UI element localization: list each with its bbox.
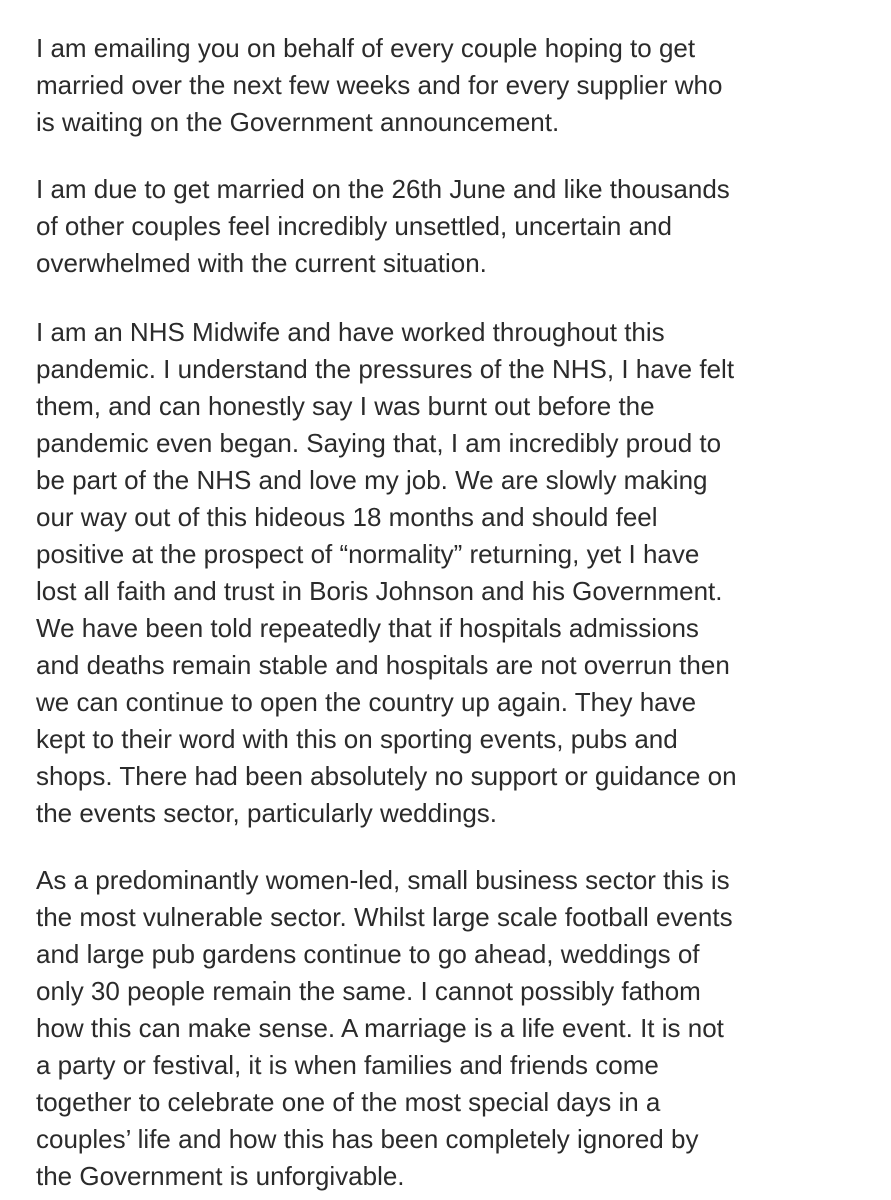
text-line: how this can make sense. A marriage is a life event. It is not (36, 1013, 724, 1043)
text-line: pandemic. I understand the pressures of the NHS, I have felt (36, 354, 735, 384)
text-line: shops. There had been absolutely no support or guidance on (36, 761, 737, 791)
text-line: and deaths remain stable and hospitals are not overrun then (36, 650, 730, 680)
text-line: lost all faith and trust in Boris Johnson and his Government. (36, 576, 723, 606)
text-line: couples’ life and how this has been completely ignored by (36, 1124, 699, 1154)
text-line: I am emailing you on behalf of every couple hoping to get (36, 33, 696, 63)
text-line: of other couples feel incredibly unsettled, uncertain and (36, 211, 672, 241)
paragraph-intro (36, 30, 722, 141)
text-line: them, and can honestly say I was burnt out before the (36, 391, 655, 421)
text-line: pandemic even began. Saying that, I am incredibly proud to (36, 428, 722, 458)
text-line: positive at the prospect of “normality” returning, yet I have (36, 539, 700, 569)
text-line: be part of the NHS and love my job. We are slowly making (36, 465, 708, 495)
paragraph-events-sector (36, 862, 733, 1195)
text-line: and large pub gardens continue to go ahead, weddings of (36, 939, 700, 969)
text-line: I am an NHS Midwife and have worked throughout this (36, 317, 665, 347)
text-line: the Government is unforgivable. (36, 1161, 405, 1191)
text-line: our way out of this hideous 18 months and should feel (36, 502, 658, 532)
text-line: overwhelmed with the current situation. (36, 248, 487, 278)
text-line: only 30 people remain the same. I cannot possibly fathom (36, 976, 701, 1006)
text-line: As a predominantly women-led, small business sector this is (36, 865, 730, 895)
paragraph-nhs-midwife (36, 314, 737, 832)
text-line: kept to their word with this on sporting events, pubs and (36, 724, 678, 754)
text-line: together to celebrate one of the most special days in a (36, 1087, 661, 1117)
text-line: I am due to get married on the 26th June and like thousands (36, 174, 730, 204)
text-line: a party or festival, it is when families and friends come (36, 1050, 659, 1080)
text-line: married over the next few weeks and for every supplier who (36, 70, 723, 100)
text-line: the events sector, particularly weddings. (36, 798, 498, 828)
text-line: the most vulnerable sector. Whilst large scale football events (36, 902, 733, 932)
text-line: we can continue to open the country up again. They have (36, 687, 697, 717)
text-line: We have been told repeatedly that if hospitals admissions (36, 613, 699, 643)
paragraph-wedding-date (36, 171, 730, 282)
text-line: is waiting on the Government announcement. (36, 107, 560, 137)
